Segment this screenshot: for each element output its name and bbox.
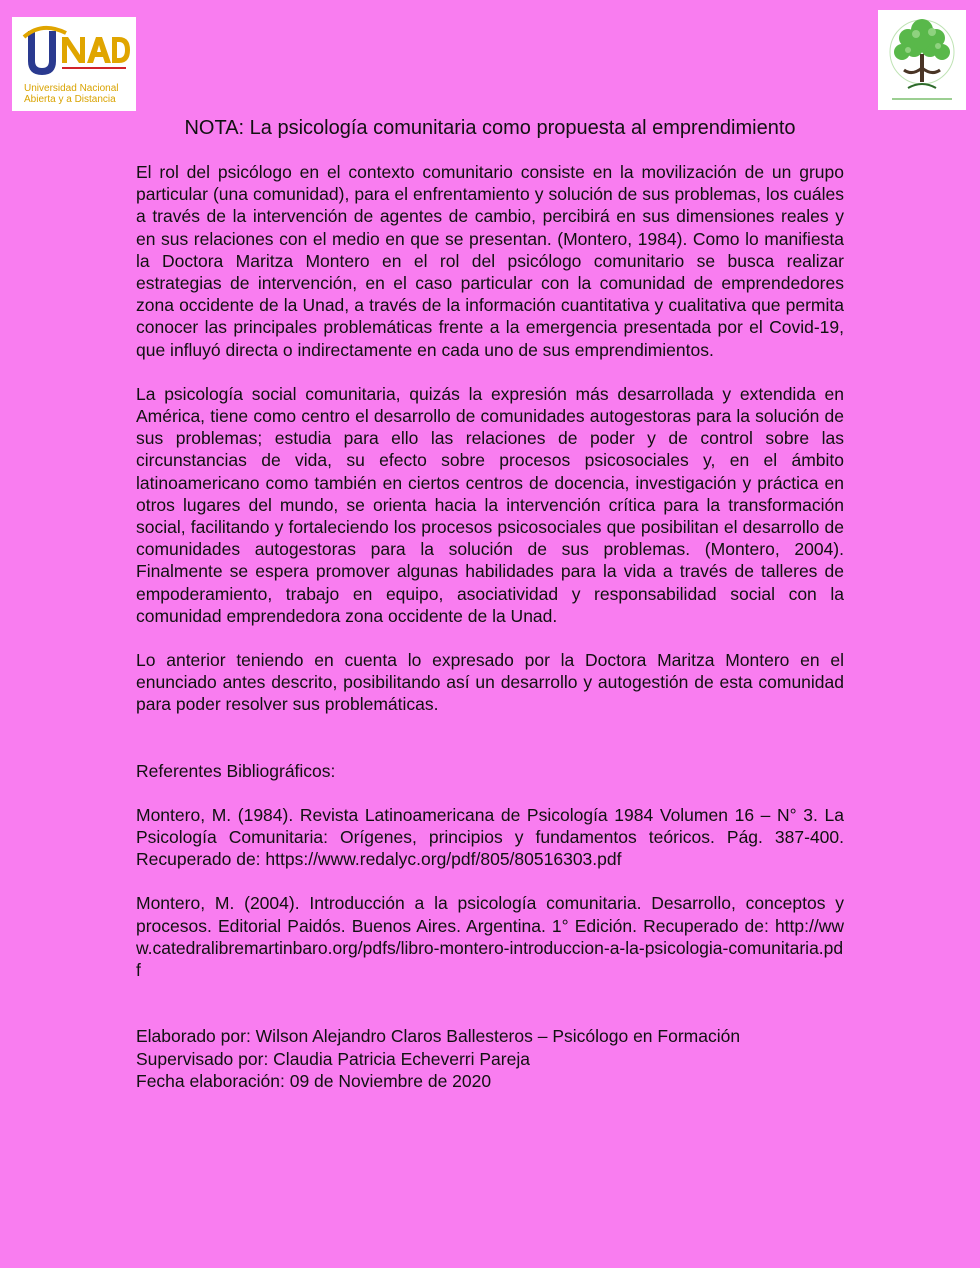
references-title: Referentes Bibliográficos: <box>136 760 336 781</box>
reference-2 <box>136 892 844 981</box>
tree-hands-logo <box>878 10 966 110</box>
paragraph-1: El rol del psicólogo en el contexto comunitario consiste en la movilización de un grupo particular (una comunidad), para el enfrentamiento y solución de sus problemas, los cuáles a través de la intervención de agentes de cambio, percibirá en sus dimensiones reales y en sus relaciones con el medio en que se presentan. (Montero, 1984). Como lo manifiesta la Doctora Maritza Montero en el rol del psicólogo comunitario se busca realizar estrategias de intervención, en el caso particular con la comunidad de emprendedores zona occidente de la Unad, a través de la información cuantitativa y cualitativa que permita conocer las principales problemáticas frente a la emergencia presentada por el Covid-19, que influyó directa o indirectamente en cada uno de sus emprendimientos. <box>136 162 844 360</box>
unad-logo-line2: Abierta y a Distancia <box>24 94 116 105</box>
tree-hands-icon <box>878 10 966 110</box>
paragraph-3: Lo anterior teniendo en cuenta lo expresado por la Doctora Maritza Montero en el enunciado antes descrito, posibilitando así un desarrollo y autogestión de esta comunidad para poder resolver sus problemáticas. <box>136 650 844 715</box>
unad-logo-mark <box>20 23 130 83</box>
reference-1-text: Montero, M. (1984). Revista Latinoamericana de Psicología 1984 Volumen 16 – N° 3. La Psicología Comunitaria: Orígenes, principios y fundamentos teóricos. Pág. 387-400. Recuperado de: <box>136 804 844 870</box>
paragraph-2: La psicología social comunitaria, quizás la expresión más desarrollada y extendida en América, tiene como centro el desarrollo de comunidades autogestoras para la solución de sus problemas; estudia para ello las relaciones de poder y de control sobre las circunstancias de vida, su efecto sobre procesos psicosociales y, en el ámbito latinoamericano como también en ciertos centros de docencia, investigación y práctica en otros lugares del mundo, se orienta hacia la intervención crítica para la transformación social, facilitando y fortaleciendo los procesos psicosociales que posibilitan el desarrollo de comunidades autogestoras para la solución de sus problemas. (Montero, 2004). Finalmente se espera promover algunas habilidades para la vida a través de talleres de empoderamiento, trabajo en equipo, asociatividad y responsabilidad social con la comunidad emprendedora zona occidente de la Unad. <box>136 383 844 626</box>
document-body <box>136 161 844 1092</box>
reference-1 <box>136 804 844 871</box>
credit-date: Fecha elaboración: 09 de Noviembre de 2020 <box>136 1070 492 1091</box>
reference-2-url[interactable]: http://www.catedralibremartinbaro.org/pdfs/libro-montero-introduccion-a-la-psicologia-comunitaria.pdf <box>136 915 844 981</box>
reference-1-url[interactable]: https://www.redalyc.org/pdf/805/80516303.pdf <box>265 849 622 870</box>
unad-logo <box>12 17 136 111</box>
document-title: NOTA: La psicología comunitaria como propuesta al emprendimiento <box>184 117 796 139</box>
credit-author: Elaborado por: Wilson Alejandro Claros Ballesteros – Psicólogo en Formación <box>136 1026 741 1047</box>
reference-2-text: Montero, M. (2004). Introducción a la psicología comunitaria. Desarrollo, conceptos y procesos. Editorial Paidós. Buenos Aires. Argentina. 1° Edición. Recuperado de: <box>136 893 844 936</box>
credits <box>136 1025 844 1092</box>
credit-supervisor: Supervisado por: Claudia Patricia Echeverri Pareja <box>136 1048 530 1069</box>
unad-logo-line1: Universidad Nacional <box>24 83 119 94</box>
